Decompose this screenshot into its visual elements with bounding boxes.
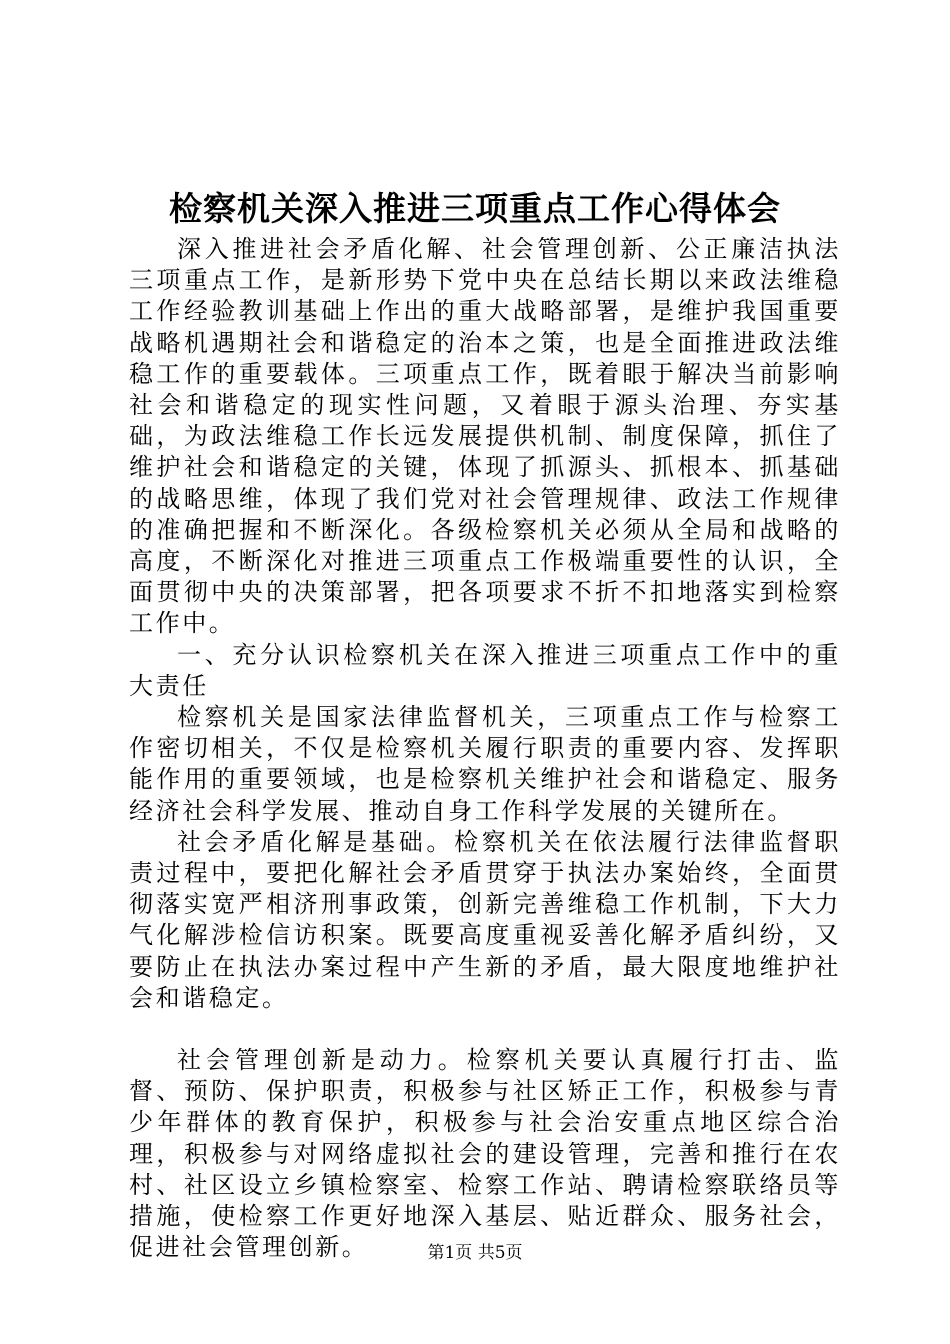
paragraph-intro: 深入推进社会矛盾化解、社会管理创新、公正廉洁执法三项重点工作，是新形势下党中央在总结长期以来政法维稳工作经验教训基础上作出的重大战略部署，是维护我国重要战略机遇期社会和谐稳定的治本之策，也是全面推进政法维稳工作的重要载体。三项重点工作，既着眼于解决当前影响社会和谐稳定的现实性问题，又着眼于源头治理、夯实基础，为政法维稳工作长远发展提供机制、制度保障，抓住了维护社会和谐稳定的关键，体现了抓源头、抓根本、抓基础的战略思维，体现了我们党对社会管理规律、政法工作规律的准确把握和不断深化。各级检察机关必须从全局和战略的高度，不断深化对推进三项重点工作极端重要性的认识，全面贯彻中央的决策部署，把各项要求不折不扣地落实到检察工作中。 bbox=[129, 235, 841, 638]
section-heading-1: 一、充分认识检察机关在深入推进三项重点工作中的重大责任 bbox=[129, 640, 841, 700]
document-title: 检察机关深入推进三项重点工作心得体会 bbox=[169, 189, 781, 228]
page-number-footer: 第1页 共5页 bbox=[427, 1243, 523, 1263]
paragraph-procuratorate-role: 检察机关是国家法律监督机关，三项重点工作与检察工作密切相关，不仅是检察机关履行职责的重要内容、发挥职能作用的重要领域，也是检察机关维护社会和谐稳定、服务经济社会科学发展、推动自身工作科学发展的关键所在。 bbox=[129, 703, 841, 825]
document-body bbox=[129, 234, 841, 1264]
paragraph-conflict-resolution: 社会矛盾化解是基础。检察机关在依法履行法律监督职责过程中，要把化解社会矛盾贯穿于执法办案始终，全面贯彻落实宽严相济刑事政策，创新完善维稳工作机制，下大力气化解涉检信访积案。既要高度重视妥善化解矛盾纠纷，又要防止在执法办案过程中产生新的矛盾，最大限度地维护社会和谐稳定。 bbox=[129, 827, 841, 1012]
paragraph-management-innovation: 社会管理创新是动力。检察机关要认真履行打击、监督、预防、保护职责，积极参与社区矫正工作，积极参与青少年群体的教育保护，积极参与社会治安重点地区综合治理，积极参与对网络虚拟社会的建设管理，完善和推行在农村、社区设立乡镇检察室、检察工作站、聘请检察联络员等措施，使检察工作更好地深入基层、贴近群众、服务社会，促进社会管理创新。 bbox=[129, 1046, 841, 1262]
